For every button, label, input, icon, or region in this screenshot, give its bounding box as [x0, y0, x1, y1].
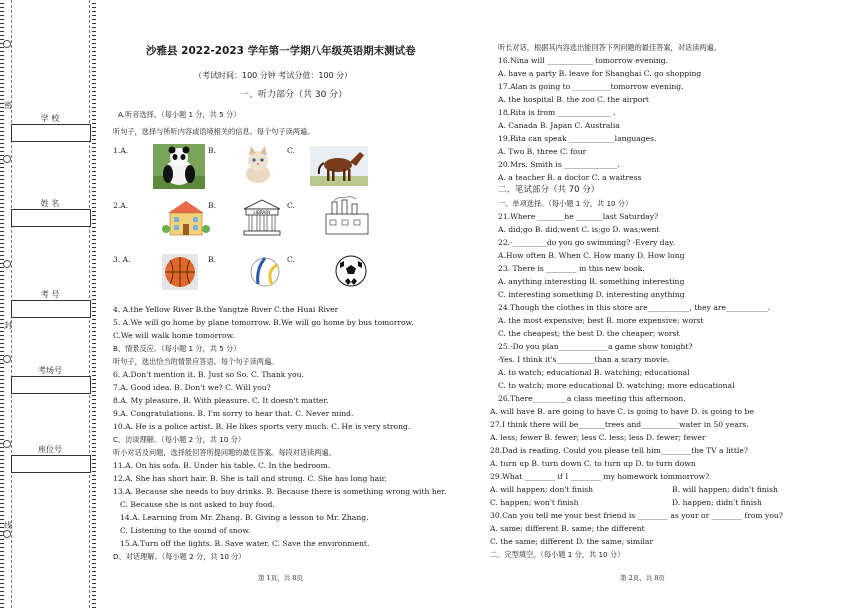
exam-number-label: 考 号 — [40, 290, 60, 299]
seal-char: 密 — [4, 101, 12, 110]
page-2-footer: 第 2页，共 8页 — [620, 574, 665, 582]
part-1-heading: 一、单项选择。（每小题 1 分，共 10 分） — [498, 199, 633, 208]
question-25: 25.-Do you plan_____________a game show tonight? — [498, 342, 693, 351]
name-field[interactable] — [11, 209, 91, 227]
q2-option-b: B. — [208, 201, 216, 210]
question-29-option-a: A. will happen; don't finish — [490, 485, 594, 494]
school-image — [162, 197, 210, 237]
question-30: 30.Can you tell me your best friend is ________ as your or ________ from you? — [490, 511, 783, 520]
question-29: 29.What ________ if I ________ my homework tommorrow? — [490, 472, 710, 481]
q1-option-c: C. — [287, 146, 295, 155]
question-18: 18.Rita is from ______________ . — [498, 108, 616, 117]
question-29-option-b: B. will happen; didn't finish — [672, 485, 778, 494]
question-11: 11.A. On his sofa. B. Under his table. C. In the bedroom. — [113, 461, 331, 470]
binding-hole — [3, 355, 11, 363]
part-a-instruction: 听句子，选择与所听内容或语境相关的信息。每个句子读两遍。 — [113, 127, 315, 136]
q1-number: 1.A. — [113, 146, 129, 155]
volleyball-image — [248, 255, 282, 289]
part-c-instruction: 听小对话及问题，选择能回答所提问题的最佳答案。每段对话读两遍。 — [113, 448, 336, 457]
question-25-options-1: A. to watch; educational B. watching; educational — [498, 368, 690, 377]
question-23-options-1: A. anything interesting B. something interesting — [498, 277, 685, 286]
binding-hole — [3, 260, 11, 268]
soccer-ball-image — [334, 254, 368, 288]
q3-option-c: C. — [287, 255, 295, 264]
page-2 — [490, 0, 860, 608]
question-14-option-c: C. Listening to the sound of snow. — [120, 526, 251, 535]
question-22: 22.-_________do you go swimming? -Every day. — [498, 238, 675, 247]
question-18-options: A. Canada B. Japan C. Australia — [498, 121, 620, 130]
q3-option-b: B. — [208, 255, 216, 264]
seat-number-field[interactable] — [11, 455, 91, 473]
page-1-footer: 第 1页，共 8页 — [258, 574, 303, 582]
part-b-instruction: 听句子，选出恰当的情景应答语。每个句子读两遍。 — [113, 357, 279, 366]
question-23-options-2: C. interesting something D. interesting anything — [498, 290, 685, 299]
question-17: 17.Alan is going to __________tomorrow evening. — [498, 82, 684, 91]
part-c-heading: C、访谈理解。（每小题 2 分，共 10 分） — [113, 435, 246, 444]
exam-title: 沙雅县 2022-2023 学年第一学期八年级英语期末测试卷 — [146, 45, 416, 57]
question-19: 19.Rita can speak ____________languages. — [498, 134, 657, 143]
svg-text:LIBRARY: LIBRARY — [253, 210, 271, 215]
question-13: 13.A. Because she needs to buy drinks. B. Because there is something wrong with her. — [113, 487, 447, 496]
exam-info: （考试时间：100 分钟 考试分值：100 分） — [194, 71, 353, 80]
question-28-options: A. turn up B. turn down C. to turn up D. to turn down — [490, 459, 696, 468]
part-b-heading: B、情景反应。（每小题 1 分，共 5 分） — [113, 344, 241, 353]
section-listening: 一、听力部分（共 30 分） — [240, 90, 348, 100]
question-24: 24.Though the clothes in this store are___________, they are___________. — [498, 303, 771, 312]
name-label: 姓 名 — [40, 199, 60, 208]
question-16: 16.Nina will ____________ tomorrow evening. — [498, 56, 669, 65]
hatch-pattern — [92, 0, 96, 608]
question-24-options-2: C. the cheapest; the best D. the cheaper; worst — [498, 329, 680, 338]
question-9: 9.A. Congratulations. B. I'm sorry to hear that. C. Never mind. — [113, 409, 354, 418]
question-13-option-c: C. Because she is not asked to buy food. — [120, 500, 275, 509]
question-14: 14.A. Learning from Mr. Zhang. B. Giving a lesson to Mr. Zhang. — [120, 513, 369, 522]
question-27: 27.I think there will be_______trees and__________water in 50 years. — [490, 420, 749, 429]
exam-number-field[interactable] — [11, 300, 91, 318]
question-5: 5. A.We will go home by plane tomorrow. B.We will go home by bus tomorrow. — [113, 318, 414, 327]
question-21-options: A. did;go B. did;went C. is;go D. was;went — [498, 225, 660, 234]
seal-char: 线 — [4, 521, 12, 530]
binding-hole — [3, 40, 11, 48]
question-20-options: A. a teacher B. a doctor C. a waitress — [498, 173, 642, 182]
question-27-options: A. less; fewer B. fewer; less C. less; less D. fewer; fewer — [490, 433, 706, 442]
q1-option-b: B. — [208, 146, 216, 155]
question-25-options-2: C. to watch; more educational D. watching; more educational — [498, 381, 735, 390]
binding-strip — [0, 0, 100, 608]
question-17-options: A. the hospital B. the zoo C. the airport — [498, 95, 649, 104]
part-d-instruction: 听长对话，根据其内容选出能回答下列问题的最佳答案，对话读两遍。 — [498, 43, 721, 52]
question-8: 8.A. My pleasure. B. With pleasure. C. It doesn't matter. — [113, 396, 329, 405]
part-d-heading: D、对话理解。（每小题 2 分，共 10 分） — [113, 552, 246, 561]
question-29-option-c: C. happen; won't finish — [490, 498, 579, 507]
exam-room-label: 考场号 — [38, 366, 62, 375]
question-4: 4. A.the Yellow River B.the Yangtze River C.the Huai River — [113, 305, 339, 314]
question-24-options-1: A. the most expensive; best B. more expensive; worst — [498, 316, 704, 325]
school-field[interactable] — [11, 124, 91, 142]
question-30-options-1: A. same; different B. same; the different — [490, 524, 645, 533]
binding-hole — [3, 155, 11, 163]
binding-hole — [3, 530, 11, 538]
library-image — [240, 197, 284, 237]
question-6: 6. A.Don't mention it. B. Just so So. C. Thank you. — [113, 370, 304, 379]
seat-number-label: 座位号 — [38, 445, 62, 454]
question-12: 12.A. She has short hair. B. She is tall and strong. C. She has long hair. — [113, 474, 387, 483]
question-10: 10.A. He is a police artist. B. He likes sports very much. C. He is very strong. — [113, 422, 411, 431]
question-22-options: A.How often B. When C. How many D. How long — [498, 251, 685, 260]
question-29-option-d: D. happen; didn't finish — [672, 498, 762, 507]
question-26: 26.There_________a class meeting this afternoon. — [498, 394, 686, 403]
basketball-image — [162, 254, 198, 290]
hatch-pattern — [0, 0, 4, 608]
q3-number: 3. A. — [113, 255, 131, 264]
question-21: 21.Where _______he _______last Saturday? — [498, 212, 659, 221]
page-1 — [110, 0, 480, 608]
question-7: 7.A. Good idea. B. Don't we? C. Will you? — [113, 383, 271, 392]
exam-room-field[interactable] — [11, 376, 91, 394]
section-writing: 二、笔试部分（共 70 分） — [498, 185, 600, 195]
q2-number: 2.A. — [113, 201, 129, 210]
question-28: 28.Dad is reading. Could you please tell him________the TV a little? — [490, 446, 748, 455]
question-23: 23. There is ________ in this new book. — [498, 264, 645, 273]
question-26-options: A. will have B. are going to have C. is going to have D. is going to be — [490, 407, 754, 416]
q2-option-c: C. — [287, 201, 295, 210]
horse-image — [310, 146, 368, 186]
question-5-option-c: C.We will walk home tomorrow. — [113, 331, 235, 340]
panda-image — [153, 144, 205, 189]
question-30-options-2: C. the same; different D. the same; similar — [490, 537, 654, 546]
school-label: 学 校 — [40, 114, 60, 123]
question-16-options: A. have a party B. leave for Shanghai C. go shopping — [498, 69, 702, 78]
part-a-heading: A.听音选择。（每小题 1 分，共 5 分） — [118, 110, 241, 119]
part-2-heading: 二、完型填空。（每小题 1 分，共 10 分） — [490, 550, 625, 559]
factory-image — [322, 196, 372, 236]
kitten-image — [238, 144, 278, 184]
question-19-options: A. Two B. three C. four — [498, 147, 587, 156]
question-15: 15.A.Turn off the lights. B. Save water. C. Save the environment. — [120, 539, 370, 548]
question-20: 20.Mrs. Smith is ______________. — [498, 160, 620, 169]
question-25-line-2: -Yes. I think it's__________than a scary movie. — [498, 355, 670, 364]
seal-char: 封 — [4, 321, 12, 330]
